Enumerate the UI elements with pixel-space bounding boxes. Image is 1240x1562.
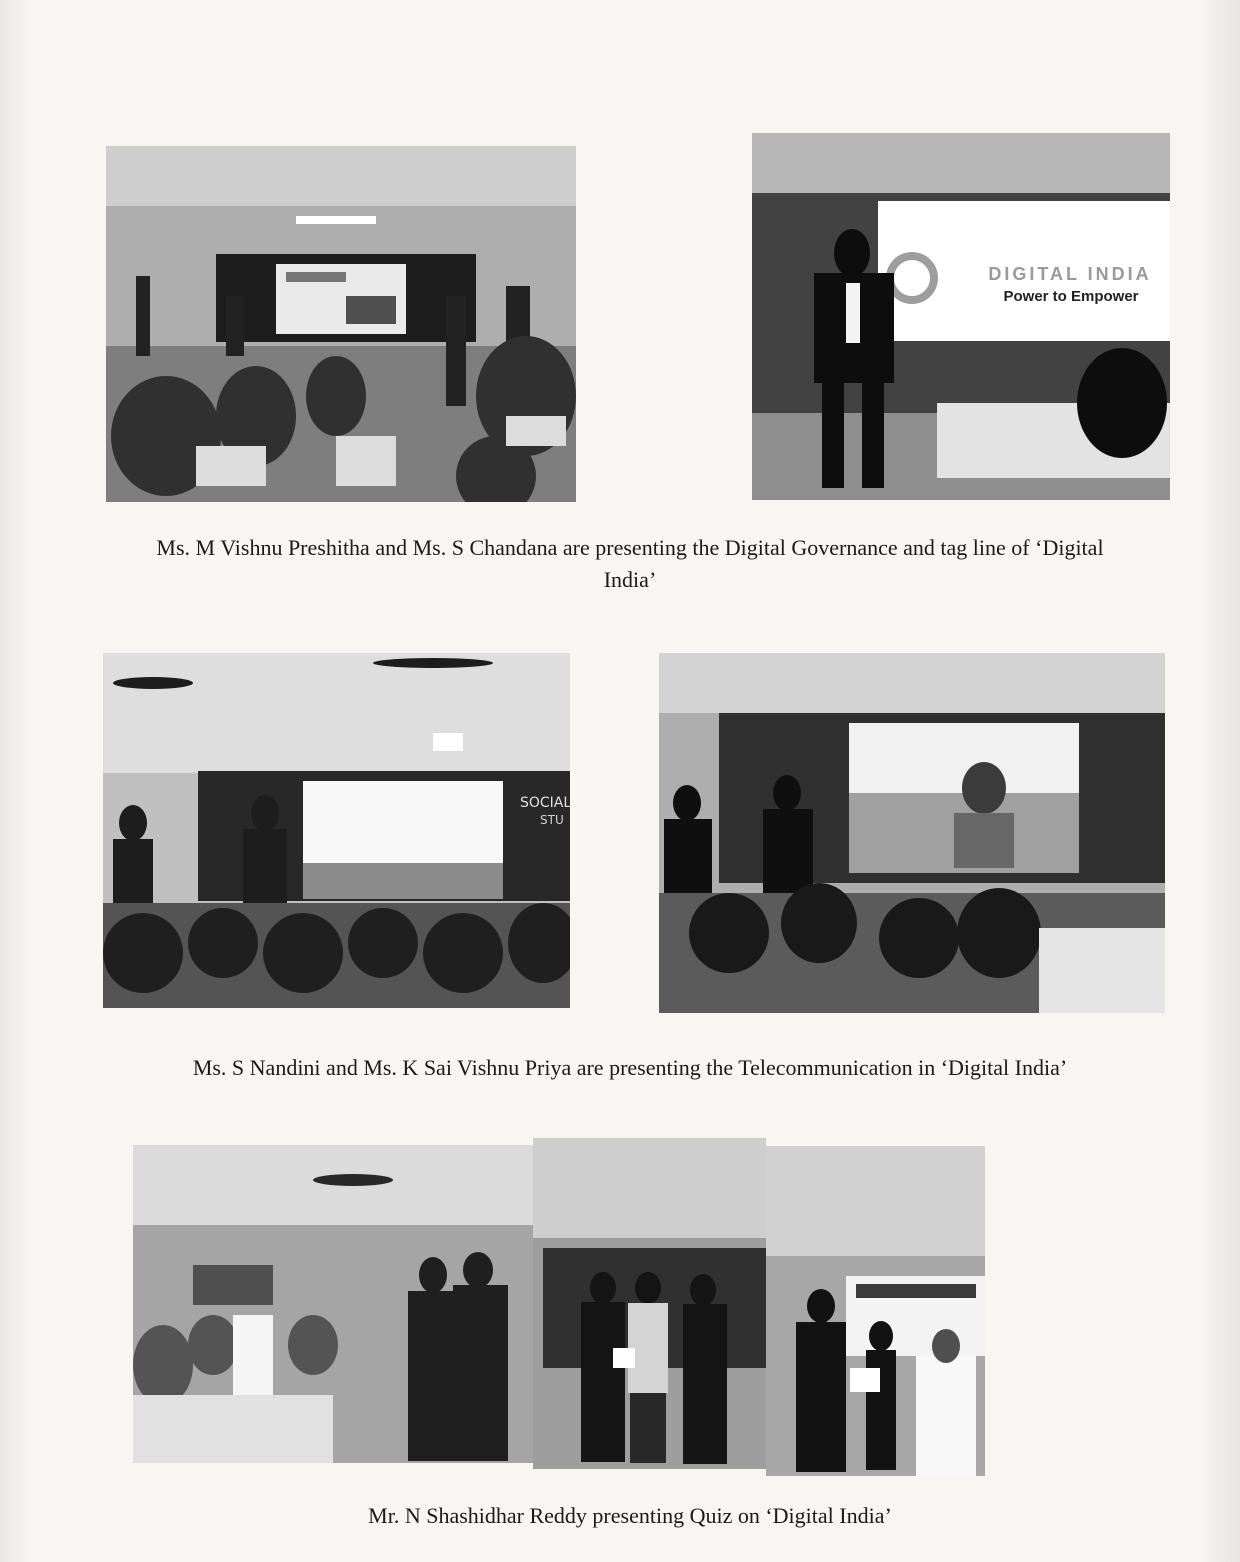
photo-classroom-presentation-2 <box>103 653 570 1008</box>
screen-tagline-text: Power to Empower <box>1003 288 1139 305</box>
screen-title-text: DIGITAL INDIA <box>988 264 1152 284</box>
board-text-social: SOCIAL <box>520 795 572 811</box>
photo-classroom-presentation-3 <box>659 653 1165 1013</box>
caption-row-2: Ms. S Nandini and Ms. K Sai Vishnu Priya are presenting the Telecommunication in ‘Digital India’ <box>192 1055 1068 1080</box>
board-text-stu: STU <box>540 813 564 827</box>
photo-quiz-collage-left <box>133 1145 533 1463</box>
photo-digital-india-presenter <box>752 133 1170 500</box>
photo-quiz-collage-middle <box>533 1138 766 1469</box>
caption-row-3: Mr. N Shashidhar Reddy presenting Quiz on ‘Digital India’ <box>368 1503 892 1528</box>
photo-classroom-presentation-1 <box>106 146 576 502</box>
caption-row-1: Ms. M Vishnu Preshitha and Ms. S Chandana are presenting the Digital Governance and tag line of ‘Digital India’ <box>156 535 1104 592</box>
photo-quiz-collage-right <box>766 1146 985 1476</box>
